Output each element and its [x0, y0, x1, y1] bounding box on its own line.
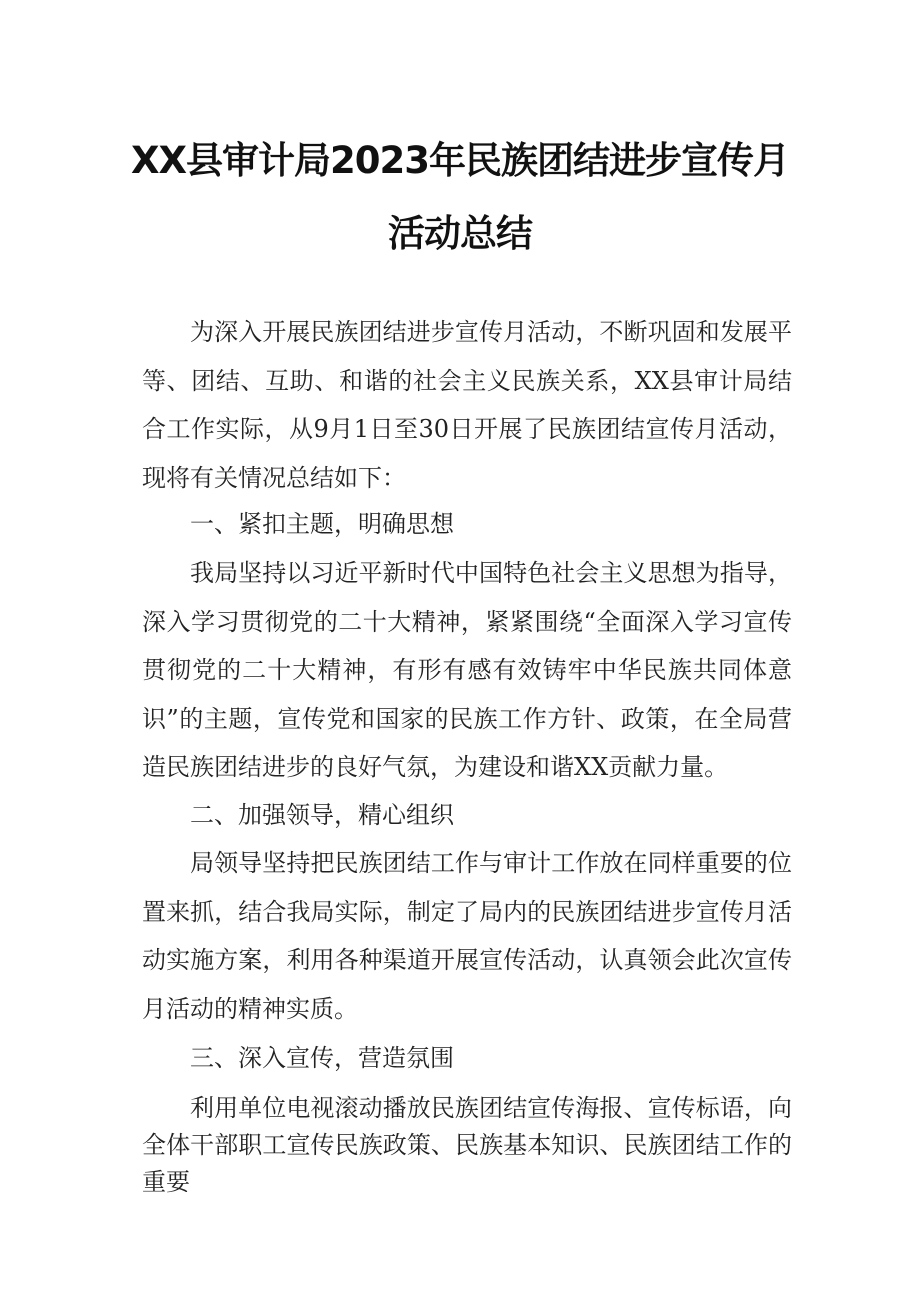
section-1-heading: 一、紧扣主题，明确思想 [190, 510, 454, 538]
section-2-paragraph: 局领导坚持把民族团结工作与审计工作放在同样重要的位置来抓，结合我局实际，制定了局内的民族团结进步宣传月活动实施方案，利用各种渠道开展宣传活动，认真领会此次宣传月活动的精神实质。 [142, 849, 792, 1023]
section-1-paragraph: 我局坚持以习近平新时代中国特色社会主义思想为指导，深入学习贯彻党的二十大精神，紧紧围绕“全面深入学习宣传贯彻党的二十大精神，有形有感有效铸牢中华民族共同体意识”的主题，宣传党和国家的民族工作方针、政策，在全局营造民族团结进步的良好气氛，为建设和谐XX贡献力量。 [142, 559, 792, 781]
section-3-heading: 三、深入宣传，营造氛围 [190, 1044, 454, 1072]
section-3-paragraph: 利用单位电视滚动播放民族团结宣传海报、宣传标语，向全体干部职工宣传民族政策、民族基本知识、民族团结工作的重要 [142, 1094, 792, 1196]
document-title-line-2: 活动总结 [388, 212, 532, 255]
document-title-line-1: XX县审计局2023年民族团结进步宣传月 [130, 139, 790, 182]
intro-paragraph: 为深入开展民族团结进步宣传月活动，不断巩固和发展平等、团结、互助、和谐的社会主义民族关系，XX县审计局结合工作实际，从9月1日至30日开展了民族团结宣传月活动，现将有关情况总结如下： [142, 318, 792, 492]
section-2-heading: 二、加强领导，精心组织 [190, 801, 454, 829]
